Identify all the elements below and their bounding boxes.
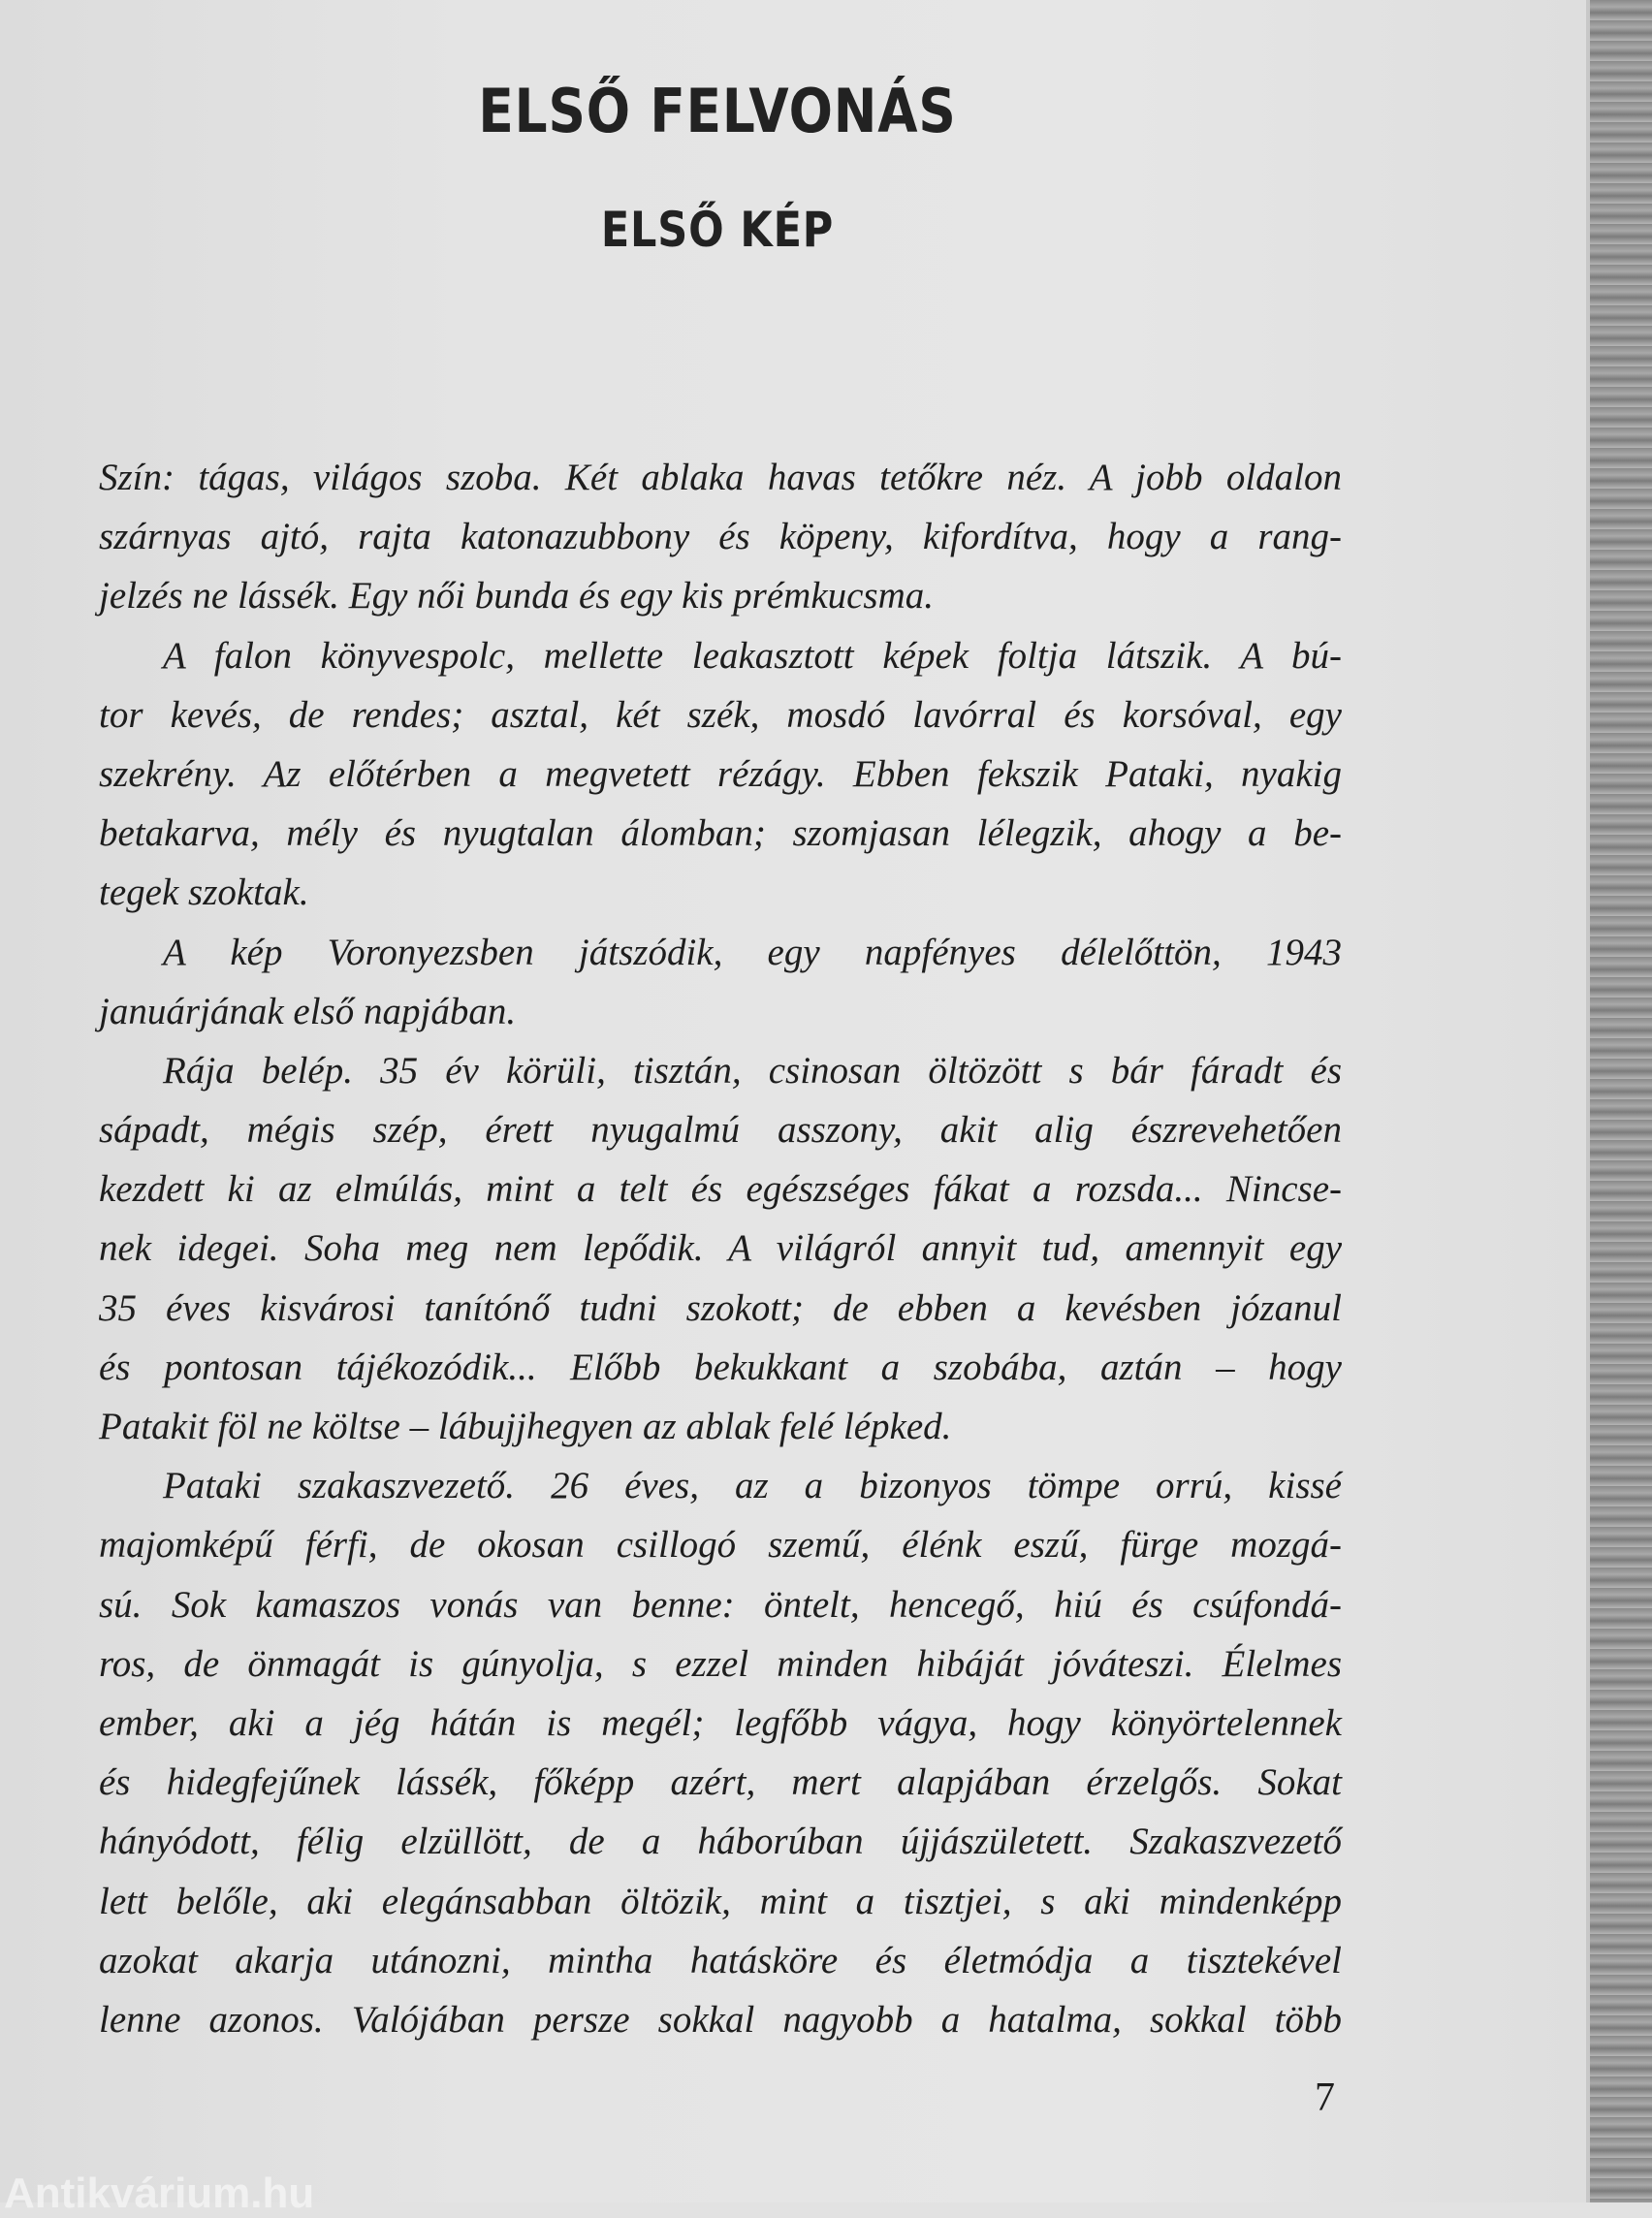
text-line: Patakit föl ne költse – lábujjhegyen az ablak felé lépked. — [99, 1406, 952, 1447]
text-line: sú. Sok kamaszos vonás van benne: öntelt, hencegő, hiú és csúfondá- — [99, 1583, 1342, 1626]
watermark: Antikvárium.hu — [4, 2170, 315, 2217]
book-page-stack — [1590, 0, 1652, 2202]
act-heading: ELSŐ FELVONÁS — [478, 76, 957, 146]
text-line: lenne azonos. Valójában persze sokkal nagyobb a hatalma, sokkal több — [99, 1998, 1342, 2041]
text-line: azokat akarja utánozni, mintha hatásköre és életmódja a tisztekével — [99, 1939, 1342, 1981]
text-line: tor kevés, de rendes; asztal, két szék, mosdó lavórral és korsóval, egy — [99, 693, 1342, 736]
text-line: majomképű férfi, de okosan csillogó szemű, élénk eszű, fürge mozgá- — [99, 1524, 1342, 1567]
text-line: lett belőle, aki elegánsabban öltözik, mint a tisztjei, s aki mindenképp — [99, 1880, 1342, 1922]
text-line: Rája belép. 35 év körüli, tisztán, csinosan öltözött s bár fáradt és — [163, 1049, 1342, 1092]
scene-heading: ELSŐ KÉP — [600, 202, 835, 258]
text-line: kezdett ki az elmúlás, mint a telt és egészséges fákat a rozsda... Nincse- — [99, 1168, 1342, 1211]
text-line: 35 éves kisvárosi tanítónő tudni szokott; de ebben a kevésben józanul — [99, 1286, 1342, 1329]
text-line: és pontosan tájékozódik... Előbb bekukkant a szobába, aztán – hogy — [99, 1346, 1342, 1388]
text-line: A falon könyvespolc, mellette leakasztott képek foltja látszik. A bú- — [163, 634, 1342, 677]
text-line: nek idegei. Soha meg nem lepődik. A világról annyit tud, amennyit egy — [99, 1227, 1342, 1270]
text-line: ember, aki a jég hátán is megél; legfőbb vágya, hogy könyörtelennek — [99, 1701, 1342, 1744]
text-line: hányódott, félig elzüllött, de a háborúban újjászületett. Szakaszvezető — [99, 1821, 1342, 1863]
text-line: sápadt, mégis szép, érett nyugalmú asszony, akit alig észrevehetően — [99, 1109, 1342, 1152]
body-text — [99, 448, 1342, 2049]
text-line: januárjának első napjában. — [99, 990, 517, 1032]
page-number: 7 — [1315, 2075, 1335, 2120]
text-line: szárnyas ajtó, rajta katonazubbony és köpeny, kifordítva, hogy a rang- — [99, 516, 1342, 558]
text-line: tegek szoktak. — [99, 871, 309, 914]
text-line: Pataki szakaszvezető. 26 éves, az a bizonyos tömpe orrú, kissé — [163, 1465, 1342, 1507]
text-line: ros, de önmagát is gúnyolja, s ezzel minden hibáját jóváteszi. Élelmes — [99, 1642, 1342, 1685]
text-line: jelzés ne lássék. Egy női bunda és egy kis prémkucsma. — [99, 575, 935, 618]
text-line: és hidegfejűnek lássék, főképp azért, mert alapjában érzelgős. Sokat — [99, 1761, 1342, 1804]
text-line: Szín: tágas, világos szoba. Két ablaka havas tetőkre néz. A jobb oldalon — [99, 457, 1342, 498]
text-line: szekrény. Az előtérben a megvetett rézágy. Ebben fekszik Pataki, nyakig — [99, 752, 1342, 795]
text-line: betakarva, mély és nyugtalan álomban; szomjasan lélegzik, ahogy a be- — [99, 812, 1342, 855]
text-line: A kép Voronyezsben játszódik, egy napfényes délelőttön, 1943 — [163, 931, 1342, 973]
